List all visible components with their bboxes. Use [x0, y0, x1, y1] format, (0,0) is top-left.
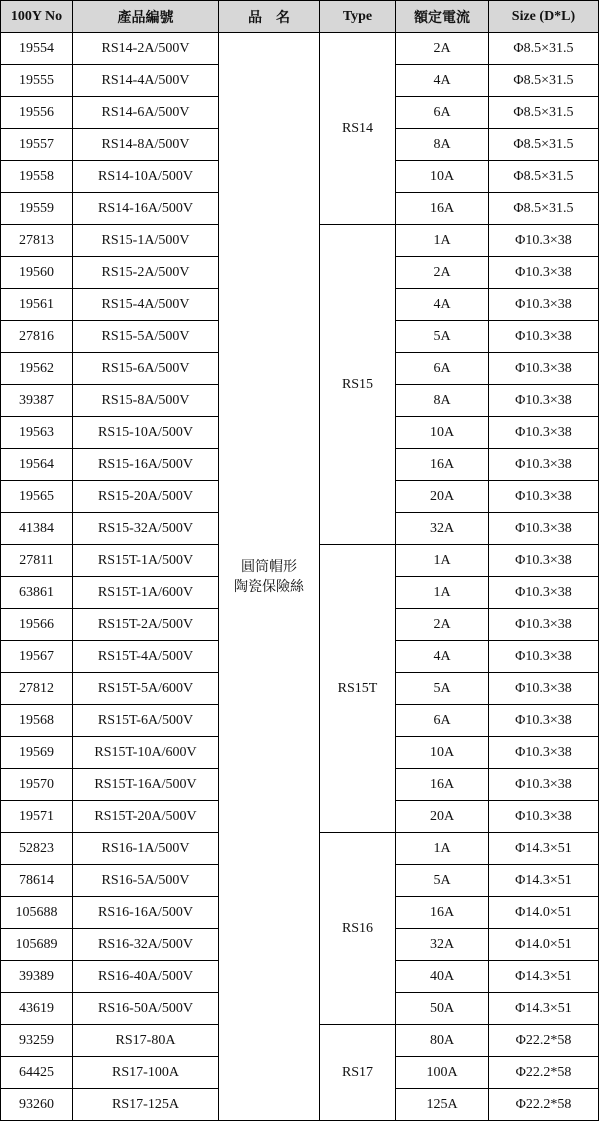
cell-code: RS15T-10A/600V [73, 737, 219, 769]
cell-code: RS14-10A/500V [73, 161, 219, 193]
cell-type: RS16 [320, 833, 396, 1025]
cell-id: 19558 [1, 161, 73, 193]
cell-size: Φ10.3×38 [489, 801, 599, 833]
cell-rating: 1A [396, 225, 489, 257]
header-id: 100Y No [1, 1, 73, 33]
cell-id: 63861 [1, 577, 73, 609]
cell-rating: 10A [396, 417, 489, 449]
cell-rating: 5A [396, 673, 489, 705]
cell-type: RS15 [320, 225, 396, 545]
cell-size: Φ14.0×51 [489, 929, 599, 961]
cell-code: RS15-10A/500V [73, 417, 219, 449]
cell-code: RS15T-4A/500V [73, 641, 219, 673]
cell-rating: 1A [396, 577, 489, 609]
cell-id: 78614 [1, 865, 73, 897]
cell-size: Φ10.3×38 [489, 705, 599, 737]
cell-size: Φ10.3×38 [489, 609, 599, 641]
cell-size: Φ10.3×38 [489, 673, 599, 705]
cell-id: 19566 [1, 609, 73, 641]
cell-rating: 5A [396, 321, 489, 353]
cell-rating: 1A [396, 833, 489, 865]
cell-size: Φ10.3×38 [489, 417, 599, 449]
cell-id: 27816 [1, 321, 73, 353]
cell-rating: 16A [396, 193, 489, 225]
cell-id: 43619 [1, 993, 73, 1025]
cell-rating: 8A [396, 129, 489, 161]
cell-size: Φ8.5×31.5 [489, 33, 599, 65]
cell-size: Φ8.5×31.5 [489, 161, 599, 193]
cell-id: 93259 [1, 1025, 73, 1057]
cell-size: Φ10.3×38 [489, 513, 599, 545]
cell-code: RS16-50A/500V [73, 993, 219, 1025]
cell-type: RS17 [320, 1025, 396, 1121]
cell-size: Φ22.2*58 [489, 1089, 599, 1121]
cell-code: RS14-4A/500V [73, 65, 219, 97]
cell-rating: 100A [396, 1057, 489, 1089]
cell-id: 19570 [1, 769, 73, 801]
cell-code: RS16-40A/500V [73, 961, 219, 993]
cell-id: 19569 [1, 737, 73, 769]
cell-rating: 5A [396, 865, 489, 897]
cell-id: 19559 [1, 193, 73, 225]
cell-id: 93260 [1, 1089, 73, 1121]
cell-size: Φ10.3×38 [489, 545, 599, 577]
cell-id: 19568 [1, 705, 73, 737]
cell-rating: 6A [396, 97, 489, 129]
cell-size: Φ10.3×38 [489, 321, 599, 353]
cell-code: RS14-16A/500V [73, 193, 219, 225]
cell-type: RS14 [320, 33, 396, 225]
cell-rating: 2A [396, 609, 489, 641]
cell-size: Φ10.3×38 [489, 769, 599, 801]
cell-id: 19561 [1, 289, 73, 321]
cell-size: Φ10.3×38 [489, 577, 599, 609]
cell-id: 19555 [1, 65, 73, 97]
cell-rating: 4A [396, 65, 489, 97]
cell-rating: 8A [396, 385, 489, 417]
cell-size: Φ10.3×38 [489, 385, 599, 417]
cell-rating: 6A [396, 353, 489, 385]
cell-rating: 16A [396, 769, 489, 801]
cell-code: RS17-80A [73, 1025, 219, 1057]
cell-id: 19565 [1, 481, 73, 513]
cell-code: RS15-5A/500V [73, 321, 219, 353]
cell-rating: 80A [396, 1025, 489, 1057]
cell-size: Φ14.3×51 [489, 865, 599, 897]
cell-id: 105689 [1, 929, 73, 961]
cell-code: RS15T-5A/600V [73, 673, 219, 705]
cell-rating: 32A [396, 513, 489, 545]
cell-code: RS16-5A/500V [73, 865, 219, 897]
cell-rating: 16A [396, 449, 489, 481]
cell-code: RS17-100A [73, 1057, 219, 1089]
cell-rating: 125A [396, 1089, 489, 1121]
cell-id: 19563 [1, 417, 73, 449]
cell-rating: 4A [396, 641, 489, 673]
product-name-line: 陶瓷保險絲 [234, 578, 304, 595]
header-code: 產品編號 [73, 1, 219, 33]
cell-code: RS16-32A/500V [73, 929, 219, 961]
cell-code: RS15-16A/500V [73, 449, 219, 481]
cell-code: RS15-4A/500V [73, 289, 219, 321]
cell-size: Φ8.5×31.5 [489, 193, 599, 225]
table-body [1, 33, 599, 1121]
cell-rating: 10A [396, 737, 489, 769]
cell-rating: 1A [396, 545, 489, 577]
table-row [1, 33, 599, 65]
cell-size: Φ10.3×38 [489, 289, 599, 321]
cell-rating: 2A [396, 33, 489, 65]
header-name: 品 名 [219, 1, 320, 33]
cell-code: RS15T-1A/600V [73, 577, 219, 609]
cell-code: RS15-6A/500V [73, 353, 219, 385]
cell-code: RS15-2A/500V [73, 257, 219, 289]
cell-code: RS14-6A/500V [73, 97, 219, 129]
cell-id: 27812 [1, 673, 73, 705]
cell-rating: 2A [396, 257, 489, 289]
cell-id: 39389 [1, 961, 73, 993]
cell-size: Φ8.5×31.5 [489, 129, 599, 161]
cell-size: Φ10.3×38 [489, 449, 599, 481]
cell-id: 19560 [1, 257, 73, 289]
cell-code: RS15T-1A/500V [73, 545, 219, 577]
cell-id: 19562 [1, 353, 73, 385]
cell-id: 41384 [1, 513, 73, 545]
cell-code: RS17-125A [73, 1089, 219, 1121]
cell-size: Φ10.3×38 [489, 737, 599, 769]
cell-id: 19554 [1, 33, 73, 65]
cell-id: 19564 [1, 449, 73, 481]
header-rating: 額定電流 [396, 1, 489, 33]
cell-code: RS15T-16A/500V [73, 769, 219, 801]
cell-size: Φ10.3×38 [489, 353, 599, 385]
cell-id: 19571 [1, 801, 73, 833]
cell-size: Φ10.3×38 [489, 225, 599, 257]
cell-id: 19567 [1, 641, 73, 673]
cell-size: Φ14.3×51 [489, 833, 599, 865]
cell-id: 64425 [1, 1057, 73, 1089]
cell-id: 105688 [1, 897, 73, 929]
cell-code: RS15-8A/500V [73, 385, 219, 417]
header-type: Type [320, 1, 396, 33]
header-row [1, 1, 599, 33]
cell-code: RS14-8A/500V [73, 129, 219, 161]
cell-code: RS15T-20A/500V [73, 801, 219, 833]
header-size: Size (D*L) [489, 1, 599, 33]
cell-product-name [219, 33, 320, 1121]
cell-size: Φ10.3×38 [489, 257, 599, 289]
product-name-line: 圓筒帽形 [241, 558, 297, 575]
cell-size: Φ8.5×31.5 [489, 97, 599, 129]
cell-code: RS15T-6A/500V [73, 705, 219, 737]
cell-code: RS15-1A/500V [73, 225, 219, 257]
cell-size: Φ14.0×51 [489, 897, 599, 929]
cell-code: RS15-32A/500V [73, 513, 219, 545]
cell-rating: 20A [396, 481, 489, 513]
cell-size: Φ8.5×31.5 [489, 65, 599, 97]
cell-code: RS16-16A/500V [73, 897, 219, 929]
cell-rating: 40A [396, 961, 489, 993]
cell-rating: 50A [396, 993, 489, 1025]
cell-size: Φ10.3×38 [489, 641, 599, 673]
cell-id: 52823 [1, 833, 73, 865]
cell-id: 19557 [1, 129, 73, 161]
cell-id: 27811 [1, 545, 73, 577]
cell-rating: 16A [396, 897, 489, 929]
cell-code: RS15T-2A/500V [73, 609, 219, 641]
cell-code: RS16-1A/500V [73, 833, 219, 865]
cell-rating: 10A [396, 161, 489, 193]
cell-id: 39387 [1, 385, 73, 417]
cell-size: Φ14.3×51 [489, 961, 599, 993]
cell-size: Φ14.3×51 [489, 993, 599, 1025]
cell-size: Φ22.2*58 [489, 1057, 599, 1089]
cell-rating: 20A [396, 801, 489, 833]
cell-rating: 6A [396, 705, 489, 737]
cell-type: RS15T [320, 545, 396, 833]
cell-rating: 4A [396, 289, 489, 321]
cell-rating: 32A [396, 929, 489, 961]
cell-code: RS14-2A/500V [73, 33, 219, 65]
cell-id: 19556 [1, 97, 73, 129]
cell-size: Φ22.2*58 [489, 1025, 599, 1057]
cell-size: Φ10.3×38 [489, 481, 599, 513]
cell-code: RS15-20A/500V [73, 481, 219, 513]
cell-id: 27813 [1, 225, 73, 257]
